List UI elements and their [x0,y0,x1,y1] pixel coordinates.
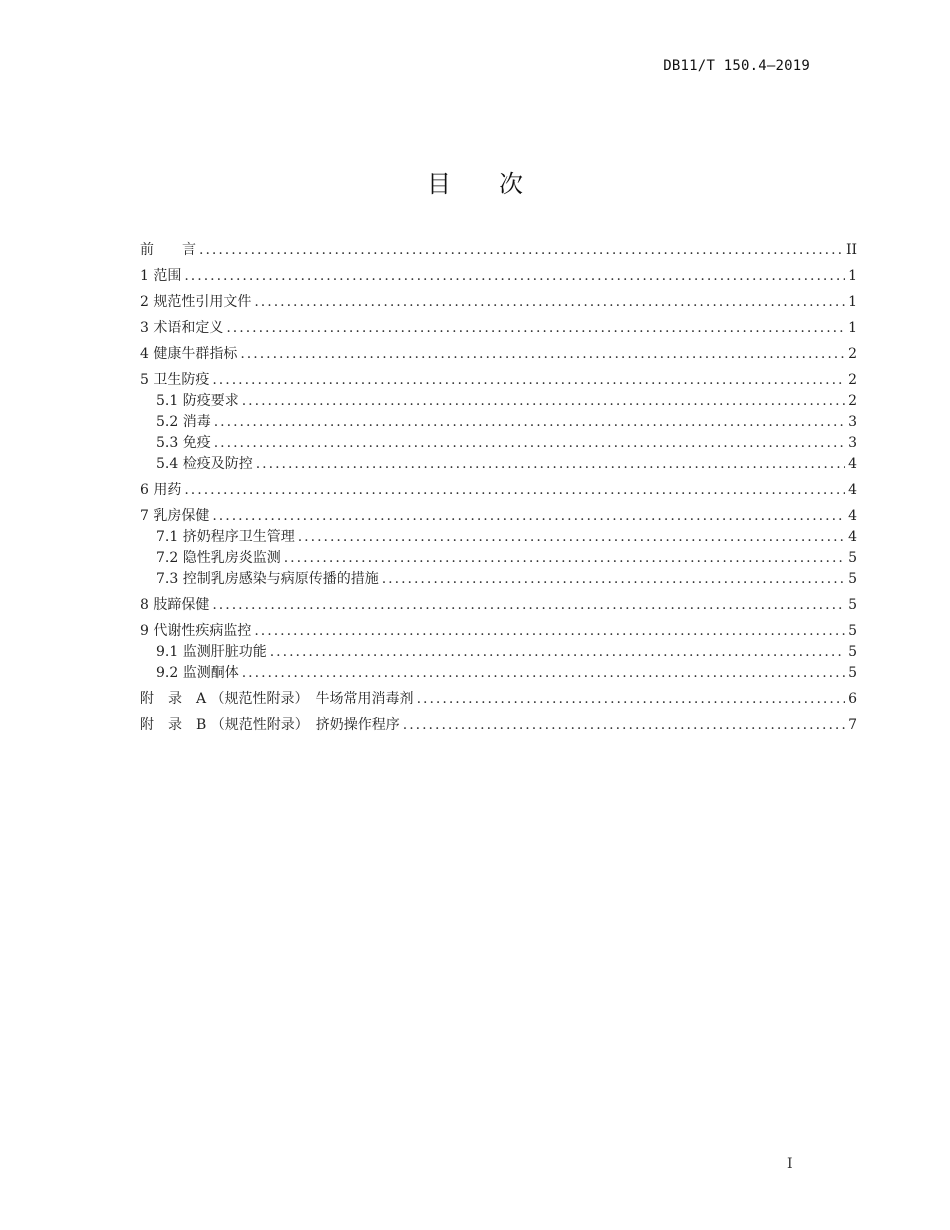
toc-entry-page: 7 [848,717,857,733]
toc-dot-leader [226,318,845,339]
toc-entry[interactable] [140,548,857,569]
toc-entry-label: 2 规范性引用文件 [140,294,252,310]
toc-entry[interactable] [140,391,857,412]
toc-entry[interactable] [140,595,857,616]
toc-entry[interactable] [140,642,857,663]
toc-entry-page: 2 [848,346,857,362]
toc-dot-leader [214,433,845,454]
toc-entry-label: 9.1 监测肝脏功能 [156,644,267,660]
toc-entry-page: 5 [848,597,857,613]
table-of-contents [140,240,857,736]
toc-entry[interactable] [140,344,857,365]
toc-entry-page: II [845,242,857,258]
toc-entry-label: 9 代谢性疾病监控 [140,623,252,639]
toc-entry-page: 5 [848,644,857,660]
toc-entry-page: 5 [848,665,857,681]
toc-entry-label: 5.1 防疫要求 [156,393,239,409]
toc-entry-label: 7.3 控制乳房感染与病原传播的措施 [156,571,379,587]
toc-dot-leader [298,527,845,548]
toc-entry-label: 7.1 挤奶程序卫生管理 [156,529,295,545]
toc-dot-leader [212,595,845,616]
toc-entry-page: 4 [848,508,857,524]
toc-entry-label: 5 卫生防疫 [140,372,210,388]
toc-entry-label: 4 健康牛群指标 [140,346,238,362]
toc-dot-leader [403,715,845,736]
toc-dot-leader [184,266,845,287]
toc-entry-page: 3 [848,414,857,430]
toc-entry[interactable] [140,715,857,736]
toc-entry-page: 3 [848,435,857,451]
toc-entry-page: 2 [848,372,857,388]
toc-entry[interactable] [140,689,857,710]
page-title: 目 次 [427,170,523,198]
toc-dot-leader [417,689,846,710]
toc-entry-label: 3 术语和定义 [140,320,224,336]
toc-entry-label: 5.3 免疫 [156,435,211,451]
page-number: I [787,1156,793,1172]
toc-entry-page: 4 [848,456,857,472]
toc-entry-label: 7.2 隐性乳房炎监测 [156,550,281,566]
toc-entry-page: 1 [848,294,857,310]
toc-entry[interactable] [140,370,857,391]
toc-dot-leader [256,454,845,475]
toc-entry-page: 5 [848,571,857,587]
toc-entry-page: 1 [848,268,857,284]
toc-dot-leader [199,240,843,261]
toc-entry-label: 附 录 A （规范性附录） 牛场常用消毒剂 [140,691,414,707]
toc-entry-page: 1 [848,320,857,336]
toc-entry[interactable] [140,480,857,501]
toc-entry[interactable] [140,412,857,433]
toc-entry[interactable] [140,621,857,642]
toc-dot-leader [284,548,845,569]
toc-entry-label: 9.2 监测酮体 [156,665,239,681]
toc-entry-page: 2 [848,393,857,409]
toc-entry[interactable] [140,506,857,527]
toc-entry[interactable] [140,318,857,339]
toc-entry-page: 4 [848,529,857,545]
toc-entry[interactable] [140,569,857,590]
toc-entry[interactable] [140,266,857,287]
toc-entry-label: 7 乳房保健 [140,508,210,524]
toc-entry-label: 8 肢蹄保健 [140,597,210,613]
toc-entry-page: 4 [848,482,857,498]
toc-entry[interactable] [140,663,857,684]
toc-dot-leader [184,480,845,501]
document-code: DB11/T 150.4—2019 [663,58,810,74]
toc-entry[interactable] [140,240,857,261]
toc-entry-page: 6 [848,691,857,707]
toc-dot-leader [242,663,845,684]
toc-entry[interactable] [140,292,857,313]
toc-entry-label: 5.2 消毒 [156,414,211,430]
toc-dot-leader [254,621,845,642]
toc-entry[interactable] [140,433,857,454]
toc-dot-leader [270,642,845,663]
toc-entry[interactable] [140,454,857,475]
toc-dot-leader [382,569,845,590]
toc-entry-label: 1 范围 [140,268,182,284]
toc-dot-leader [214,412,845,433]
toc-entry-label: 5.4 检疫及防控 [156,456,253,472]
toc-dot-leader [240,344,845,365]
toc-dot-leader [212,370,845,391]
toc-entry-page: 5 [848,550,857,566]
toc-entry-page: 5 [848,623,857,639]
toc-dot-leader [212,506,845,527]
toc-entry[interactable] [140,527,857,548]
toc-entry-label: 前 言 [140,242,196,258]
toc-entry-label: 附 录 B （规范性附录） 挤奶操作程序 [140,717,400,733]
toc-dot-leader [254,292,845,313]
toc-dot-leader [242,391,845,412]
toc-entry-label: 6 用药 [140,482,182,498]
